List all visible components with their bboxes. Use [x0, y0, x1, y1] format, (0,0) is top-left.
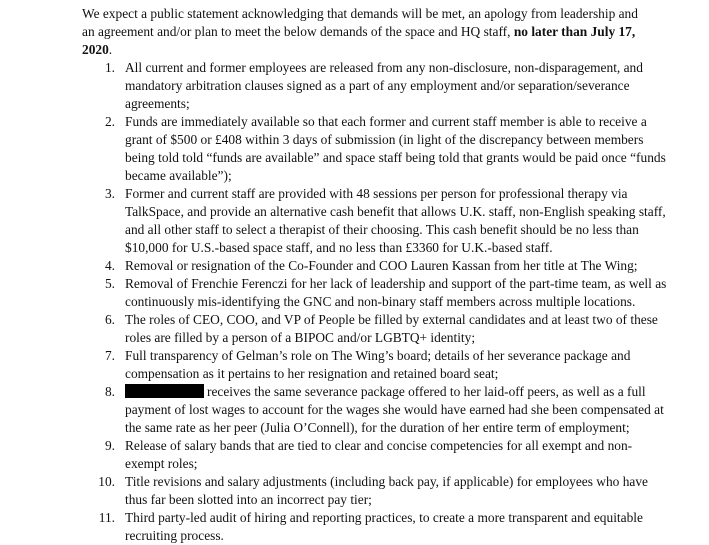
demand-item-6 — [0, 311, 670, 347]
demand-text: Title revisions and salary adjustments (including back pay, if applicable) for employees who have thus far been slotted into an incorrect pay tier; — [125, 474, 648, 507]
demand-number: 6. — [104, 312, 115, 327]
intro-end: . — [108, 42, 113, 57]
demand-text-wrapper — [125, 383, 670, 437]
deadline-text: no later than July 17, 2020 — [82, 24, 636, 57]
demand-item-3 — [0, 185, 670, 257]
demand-text: Release of salary bands that are tied to clear and concise competencies for all exempt and non-exempt roles; — [125, 438, 633, 471]
demand-number: 9. — [104, 438, 115, 453]
demand-item-7 — [0, 347, 670, 383]
demand-number: 5. — [104, 276, 115, 291]
demand-text: All current and former employees are released from any non-disclosure, non-disparagement, and mandatory arbitration clauses signed as a part of any employment and/or separation/severance agreements; — [125, 60, 643, 111]
demand-item-8 — [0, 383, 670, 437]
intro-paragraph — [82, 5, 642, 59]
demand-item-5 — [0, 275, 670, 311]
demand-item-4 — [0, 257, 670, 275]
demand-item-9 — [0, 437, 670, 473]
demand-item-11 — [0, 509, 670, 545]
redaction-bar — [125, 384, 204, 398]
demand-text: Removal or resignation of the Co-Founder and COO Lauren Kassan from her title at The Wing; — [125, 258, 638, 273]
demands-list — [0, 59, 670, 545]
demand-text: Former and current staff are provided with 48 sessions per person for professional therapy via TalkSpace, and provide an alternative cash benefit that allows U.K. staff, non-English speaking staff, and all other staff to select a therapist of their choosing. This cash benefit should be no less than $10,000 for U.S.-based space staff, and no less than £3360 for U.K.-based staff. — [125, 186, 666, 255]
demand-text: Third party-led audit of hiring and reporting practices, to create a more transparent and equitable recruiting process. — [125, 510, 643, 543]
demand-text: Removal of Frenchie Ferenczi for her lack of leadership and support of the part-time team, as well as continuously mis-identifying the GNC and non-binary staff members across multiple locations. — [125, 276, 667, 309]
demand-number: 7. — [104, 348, 115, 363]
demand-text: The roles of CEO, COO, and VP of People be filled by external candidates and at least two of these roles are filled by a person of a BIPOC and/or LGBTQ+ identity; — [125, 312, 658, 345]
demand-number: 3. — [104, 186, 115, 201]
demand-number: 8. — [104, 384, 115, 399]
demand-number: 1. — [104, 60, 115, 75]
demand-item-2 — [0, 113, 670, 185]
demand-item-1 — [0, 59, 670, 113]
demand-number: 2. — [104, 114, 115, 129]
intro-text: We expect a public statement acknowledging that demands will be met, an apology from leadership and an agreement and/or plan to meet the below demands of the space and HQ staff, — [82, 6, 638, 39]
demand-text: Funds are immediately available so that each former and current staff member is able to receive a grant of $500 or £408 within 3 days of submission (in light of the discrepancy between members being told told “funds are available” and space staff being told that grants would be paid once “funds became available”); — [125, 114, 666, 183]
demand-number: 11. — [98, 510, 115, 525]
demand-item-10 — [0, 473, 670, 509]
demand-number: 10. — [98, 474, 115, 489]
demand-text: Full transparency of Gelman’s role on The Wing’s board; details of her severance package and compensation as it pertains to her resignation and retained board seat; — [125, 348, 631, 381]
demand-text: receives the same severance package offered to her laid-off peers, as well as a full payment of lost wages to account for the wages she would have earned had she been compensated at the same rate as her peer (Julia O’Connell), for the duration of her entire term of employment; — [125, 384, 664, 435]
demand-number: 4. — [104, 258, 115, 273]
